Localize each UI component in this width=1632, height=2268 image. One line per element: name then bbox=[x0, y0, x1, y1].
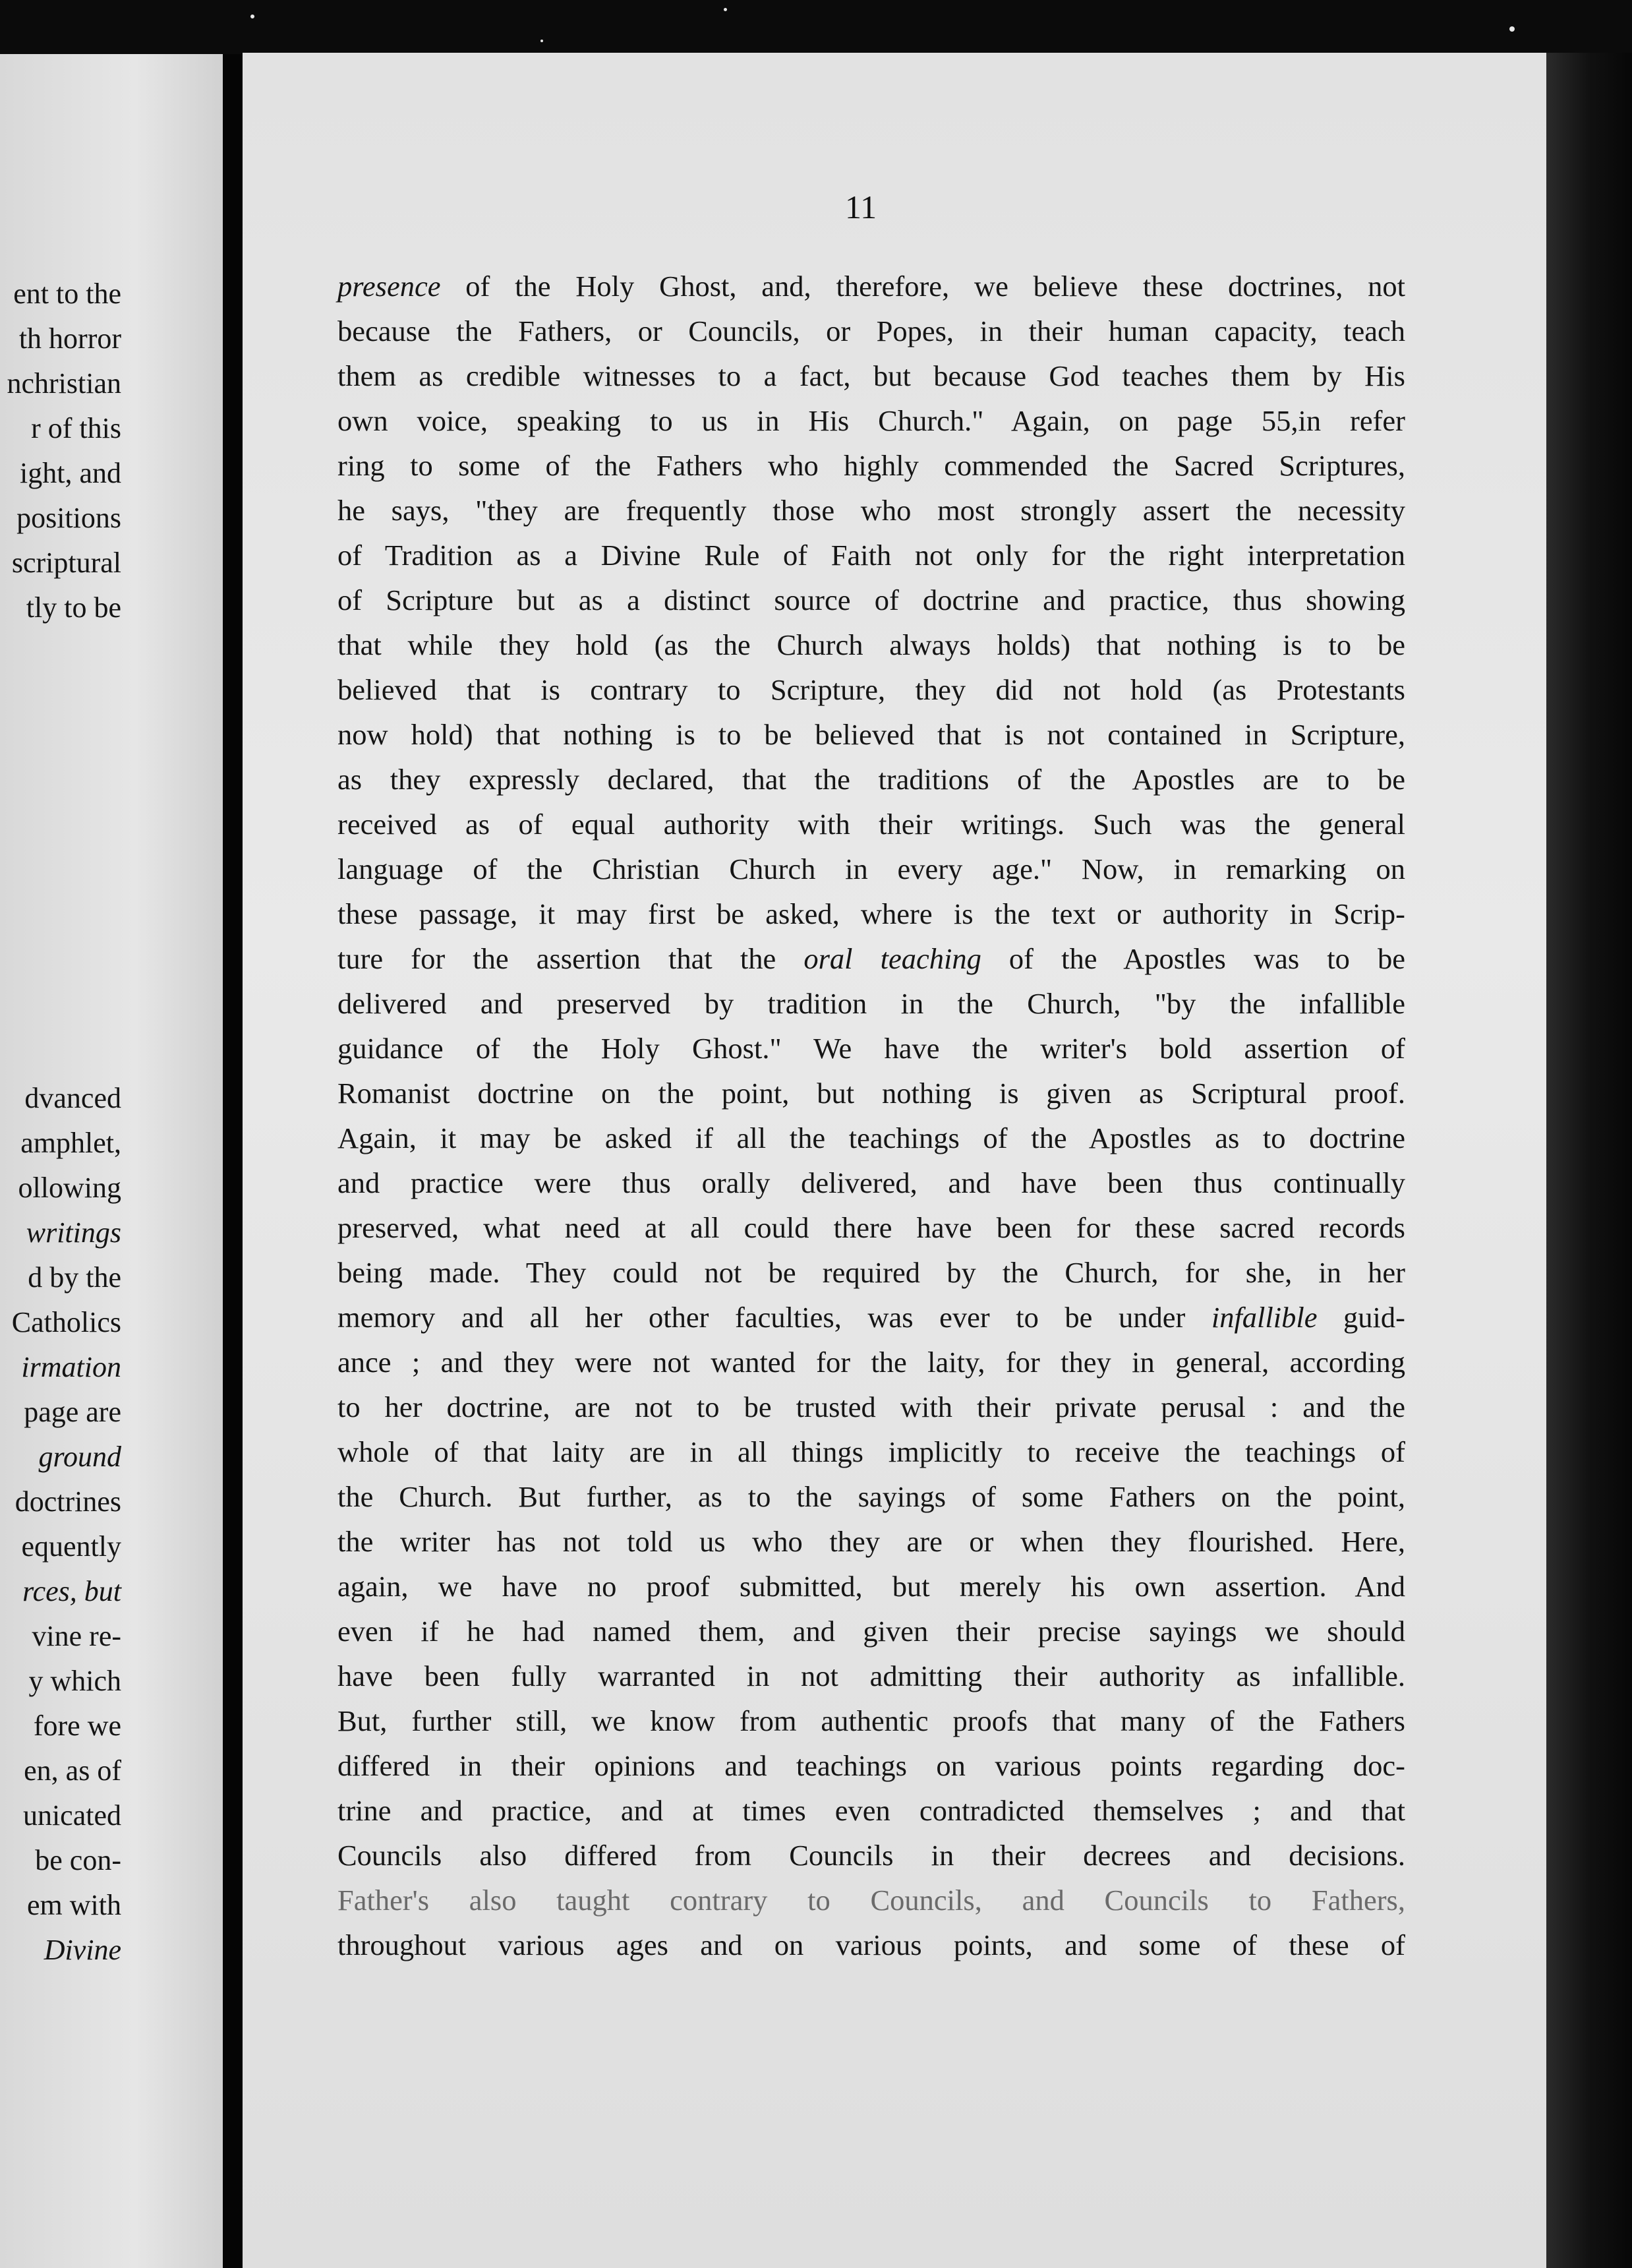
body-line: own voice, speaking to us in His Church." Again, on page 55,in refer bbox=[337, 404, 1405, 437]
body-line: them as credible witnesses to a fact, but because God teaches them by His bbox=[337, 359, 1405, 392]
left-page-fragment: page are bbox=[24, 1396, 121, 1428]
left-page-fragment: ent to the bbox=[13, 278, 121, 310]
body-line: the Church. But further, as to the sayings of some Fathers on the point, bbox=[337, 1480, 1405, 1513]
left-page-fragment: em with bbox=[27, 1889, 121, 1921]
body-line: the writer has not told us who they are or when they flourished. Here, bbox=[337, 1525, 1405, 1558]
left-page-fragment: ground bbox=[38, 1441, 121, 1473]
page-number: 11 bbox=[845, 189, 877, 225]
body-line: that while they hold (as the Church always holds) that nothing is to be bbox=[337, 628, 1405, 661]
body-line: ring to some of the Fathers who highly commended the Sacred Scriptures, bbox=[337, 449, 1405, 482]
body-line: even if he had named them, and given their precise sayings we should bbox=[337, 1615, 1405, 1648]
left-page-fragment: doctrines bbox=[15, 1485, 121, 1518]
body-line: delivered and preserved by tradition in the Church, "by the infallible bbox=[337, 987, 1405, 1020]
left-page-upper-text bbox=[0, 272, 121, 630]
body-line: But, further still, we know from authentic proofs that many of the Fathers bbox=[337, 1704, 1405, 1737]
body-line: ture for the assertion that the oral teaching of the Apostles was to be bbox=[337, 942, 1405, 975]
body-line: language of the Christian Church in every age." Now, in remarking on bbox=[337, 852, 1405, 885]
body-line: differed in their opinions and teachings on various points regarding doc- bbox=[337, 1749, 1405, 1782]
left-page-fragment: dvanced bbox=[24, 1082, 121, 1114]
body-line: because the Fathers, or Councils, or Popes, in their human capacity, teach bbox=[337, 314, 1405, 347]
body-text bbox=[337, 264, 1405, 1967]
body-line: of Scripture but as a distinct source of doctrine and practice, thus showing bbox=[337, 583, 1405, 616]
body-line: received as of equal authority with their writings. Such was the general bbox=[337, 808, 1405, 841]
body-line: again, we have no proof submitted, but merely his own assertion. And bbox=[337, 1570, 1405, 1603]
body-line: preserved, what need at all could there have been for these sacred records bbox=[337, 1211, 1405, 1244]
left-page-fragment: unicated bbox=[22, 1799, 121, 1832]
left-page-fragment: Catholics bbox=[11, 1306, 121, 1338]
body-line: memory and all her other faculties, was ever to be under infallible guid- bbox=[337, 1301, 1405, 1334]
left-page-fragment: amphlet, bbox=[20, 1127, 121, 1159]
body-line: presence of the Holy Ghost, and, therefore, we believe these doctrines, not bbox=[337, 270, 1405, 303]
left-page-fragment: equently bbox=[21, 1530, 121, 1563]
body-line: now hold) that nothing is to be believed that is not contained in Scripture, bbox=[337, 718, 1405, 751]
body-line: being made. They could not be required by the Church, for she, in her bbox=[337, 1256, 1405, 1289]
body-line: trine and practice, and at times even contradicted themselves ; and that bbox=[337, 1794, 1405, 1827]
left-page-fragment: d by the bbox=[28, 1261, 121, 1294]
left-page-fragment: r of this bbox=[31, 412, 121, 444]
left-page-fragment: Divine bbox=[44, 1934, 121, 1966]
speck bbox=[250, 15, 254, 18]
left-page-fragment: th horror bbox=[18, 322, 121, 355]
body-line: of Tradition as a Divine Rule of Faith not only for the right interpretation bbox=[337, 539, 1405, 572]
left-page-fragment: en, as of bbox=[24, 1754, 121, 1787]
left-page-fragment: irmation bbox=[21, 1351, 121, 1383]
body-line: Father's also taught contrary to Councils, and Councils to Fathers, bbox=[337, 1884, 1405, 1917]
book-gutter bbox=[223, 54, 243, 2268]
left-page-fragment: fore we bbox=[33, 1710, 121, 1742]
body-line: ance ; and they were not wanted for the laity, for they in general, according bbox=[337, 1346, 1405, 1379]
left-page-fragment: ight, and bbox=[20, 457, 121, 489]
left-page-lower-text bbox=[0, 1076, 121, 1973]
body-line: and practice were thus orally delivered, and have been thus continually bbox=[337, 1166, 1405, 1199]
speck bbox=[1509, 26, 1515, 32]
left-page-fragment: positions bbox=[16, 502, 121, 534]
body-line: have been fully warranted in not admitting their authority as infallible. bbox=[337, 1659, 1405, 1692]
body-line: guidance of the Holy Ghost." We have the writer's bold assertion of bbox=[337, 1032, 1405, 1065]
body-line: as they expressly declared, that the traditions of the Apostles are to be bbox=[337, 763, 1405, 796]
body-line: Councils also differed from Councils in their decrees and decisions. bbox=[337, 1839, 1405, 1872]
left-page bbox=[0, 54, 225, 2268]
left-page-fragment: tly to be bbox=[26, 591, 121, 624]
body-line: Again, it may be asked if all the teachings of the Apostles as to doctrine bbox=[337, 1121, 1405, 1154]
speck bbox=[724, 8, 727, 11]
left-page-fragment: be con- bbox=[35, 1844, 121, 1876]
body-line: throughout various ages and on various points, and some of these of bbox=[337, 1928, 1405, 1961]
page-edge-shadow bbox=[1546, 53, 1632, 2268]
left-page-fragment: writings bbox=[26, 1216, 121, 1249]
left-page-fragment: ollowing bbox=[18, 1172, 121, 1204]
body-line: these passage, it may first be asked, where is the text or authority in Scrip- bbox=[337, 897, 1405, 930]
body-line: whole of that laity are in all things implicitly to receive the teachings of bbox=[337, 1435, 1405, 1468]
left-page-fragment: vine re- bbox=[32, 1620, 121, 1652]
left-page-fragment: scriptural bbox=[11, 547, 121, 579]
body-line: Romanist doctrine on the point, but nothing is given as Scriptural proof. bbox=[337, 1077, 1405, 1110]
body-line: believed that is contrary to Scripture, they did not hold (as Protestants bbox=[337, 673, 1405, 706]
body-line: to her doctrine, are not to be trusted with their private perusal : and the bbox=[337, 1390, 1405, 1423]
left-page-fragment: y which bbox=[28, 1665, 121, 1697]
left-page-fragment: nchristian bbox=[7, 367, 121, 400]
body-line: he says, "they are frequently those who most strongly assert the necessity bbox=[337, 494, 1405, 527]
left-page-fragment: rces, but bbox=[22, 1575, 121, 1607]
speck bbox=[540, 40, 543, 42]
